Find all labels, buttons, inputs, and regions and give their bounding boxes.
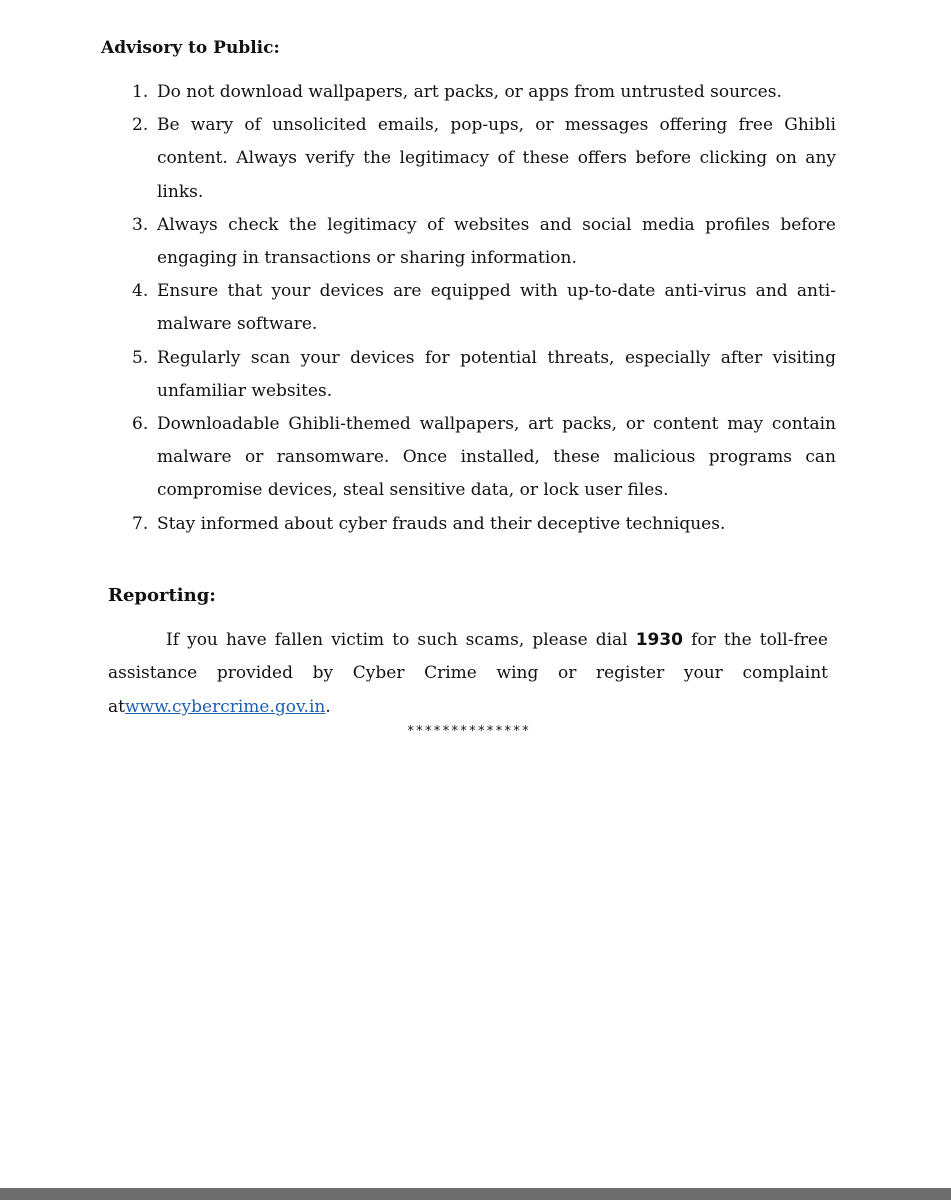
reporting-heading: Reporting: bbox=[108, 585, 216, 606]
reporting-text-after: . bbox=[325, 696, 331, 717]
item-text: Ensure that your devices are equipped with up-to-date anti-virus and anti-malware software. bbox=[157, 281, 836, 335]
bottom-scrollbar bbox=[0, 1188, 951, 1200]
item-text: Be wary of unsolicited emails, pop-ups, or messages offering free Ghibli content. Always verify the legitimacy of these offers before clicking on any links. bbox=[157, 115, 836, 202]
item-number: 6. bbox=[132, 414, 149, 435]
item-number: 3. bbox=[132, 214, 149, 235]
item-text: Stay informed about cyber frauds and their deceptive techniques. bbox=[157, 513, 726, 534]
reporting-paragraph bbox=[108, 624, 828, 724]
item-text: Always check the legitimacy of websites and social media profiles before engaging in transactions or sharing information. bbox=[157, 214, 836, 269]
advisory-item-4 bbox=[120, 275, 836, 341]
advisory-item-2 bbox=[120, 109, 836, 209]
end-of-document-marker: ************** bbox=[406, 724, 531, 739]
advisory-item-3 bbox=[120, 209, 836, 275]
item-text: Downloadable Ghibli-themed wallpapers, art packs, or content may contain malware or ransomware. Once installed, these malicious programs can compromise devices, steal sensitive data, or lock user files. bbox=[157, 414, 836, 501]
advisory-item-7 bbox=[120, 508, 836, 541]
item-number: 5. bbox=[132, 347, 149, 368]
item-text: Do not download wallpapers, art packs, or apps from untrusted sources. bbox=[157, 82, 782, 102]
advisory-item-5 bbox=[120, 342, 836, 408]
advisory-item-6 bbox=[120, 408, 836, 508]
item-text: Regularly scan your devices for potential threats, especially after visiting unfamiliar websites. bbox=[157, 347, 836, 401]
reporting-text-before: If you have fallen victim to such scams, please dial bbox=[166, 630, 636, 650]
reporting-text-middle: for the toll-free assistance provided by Cyber Crime wing or register your complaint at bbox=[108, 630, 828, 717]
item-number: 1. bbox=[132, 82, 149, 102]
advisory-item-1 bbox=[120, 76, 836, 109]
cybercrime-portal-link[interactable]: www.cybercrime.gov.in bbox=[124, 696, 326, 717]
advisory-list bbox=[120, 76, 836, 541]
item-number: 2. bbox=[132, 115, 149, 136]
advisory-heading: Advisory to Public: bbox=[101, 38, 280, 58]
item-number: 4. bbox=[132, 281, 149, 302]
item-number: 7. bbox=[132, 513, 149, 534]
helpline-number: 1930 bbox=[635, 630, 684, 650]
